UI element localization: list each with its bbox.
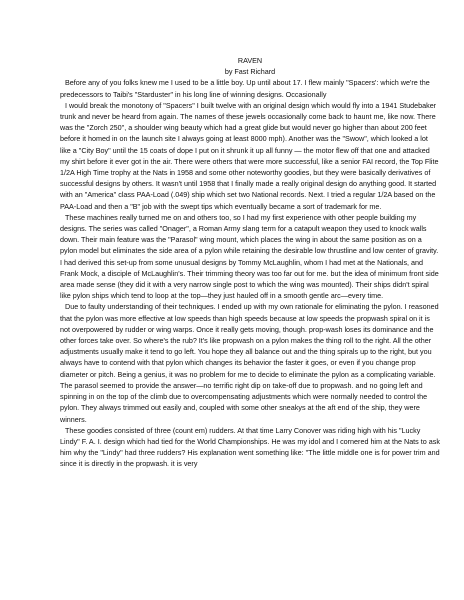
paragraph: Before any of you folks knew me I used to be a little boy. Up until about 17. I flew mainly "Spacers': which we're the predecessors to Taibi's "Starduster" in his long line of winning designs. Occasionally — [60, 78, 430, 99]
paragraph: Due to faulty understanding of their techniques. I ended up with my own rationale for eliminating the pylon. I reasoned that the pylon was more effective at low speeds than high speeds because at low speeds the propwash spiral on it is not overpowered by rudder or wing warps. Once it really gets moving, though. prop-wash loses its dominance and the other forces take over. So where's the rub? It's like propwash on a pylon makes the thing roll to the right. All the other adjustments usually make it tend to go left. You hope they all balance out and the thing spirals up to the right, but you always have to contend with that pylon which changes its behavior the faster it goes, or even if you change prop diameter or pitch. Being a genius, it was no problem for me to decide to eliminate the pylon as a complicating variable. The parasol seemed to provide the answer—no terrific right dip on take-off due to propwash. and no going left and spinning in on the top of the climb due to overcompensating adjustments which were normally needed to control the pylon. They always trimmed out easily and, coupled with some other sneakys at the aft end of the ship, they were winners. — [60, 302, 439, 424]
paragraph: I would break the monotony of "Spacers" I built twelve with an original design which would fly into a 1941 Studebaker trunk and never be heard from again. The names of these jewels occasionally come back to haunt me, like now. There was the "Zorch 250", a shoulder wing beauty which had a great glide but would never go higher than about 200 feet before it homed in on the launch site I always going at least 8000 mph). Another was the "Swow", which looked a lot like a "City Boy" until the 15 coats of dope I put on it shrunk it up all funny — the motor flew off that one and attacked my shirt before it ever got in the air. There were others that were more successful, like a senior FAI record, the Top Flite 1/2A High Time trophy at the Nats in 1958 and some other noteworthy goodies, but they were basically derivatives of successful designs by others. It wasn't until 1958 that I finally made a really original design do anything good. It started with an "America" class PAA-Load (.049) ship which set two National records. Next. I tried a regular 1/2A based on the PAA-Load and then a "B" job with the swept tips which eventually became a sort of trademark for me. — [60, 100, 439, 211]
document-body — [60, 77, 440, 469]
document-byline: by Fast Richard — [224, 67, 276, 77]
paragraph: These machines really turned me on and others too, so I had my first experience with other people building my designs. The series was called "Onager", a Roman Army slang term for a catapult weapon they used to knock walls down. Their main feature was the "Parasol" wing mount, which places the wing in about the same position as on a pylon model but eliminates the side area of a pylon while retaining the desirable low thrustline and low center of gravity. I had derived this set-up from some unusual designs by Tommy McLaughlin, whom I had met at the Nationals, and Frank Mock, a disciple of McLaughlin's. Their trimming theory was too far out for me. but the idea of minimum front side area made sense (they did it with a very narrow single post to which the wing was mounted). Their ships didn't spiral like pylon ships which tend to loop at the top—they just hauled off in a smooth gentle arc—every time. — [60, 212, 439, 301]
paragraph: These goodies consisted of three (count em) rudders. At that time Larry Conover was riding high with his "Lucky Lindy" F. A. I. design which had tied for the World Championships. He was my idol and I cornered him at the Nats to ask him why the "Lindy" had three rudders? His explanation went something like: "The little middle one is for power trim and since it is directly in the propwash. it is very — [60, 425, 440, 469]
document-title: RAVEN — [237, 56, 263, 65]
